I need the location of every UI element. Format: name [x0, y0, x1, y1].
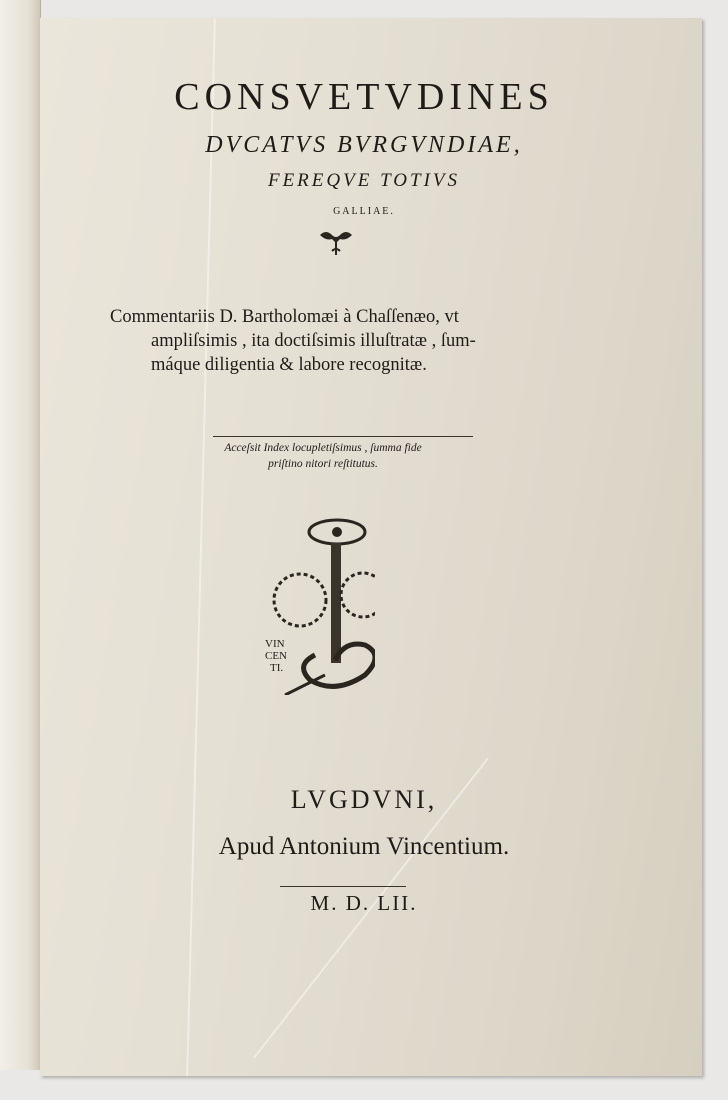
- imprint-printer: Apud Antonium Vincentium.: [218, 833, 510, 860]
- imprint-place: LVGDVNI,: [290, 785, 438, 814]
- index-note-line: Acceſsit Index locupletiſsimus , ſumma fide: [224, 442, 422, 454]
- svg-text:VIN: VIN: [265, 638, 285, 650]
- index-note: [173, 440, 473, 472]
- commentary-text: [110, 305, 580, 377]
- printers-device-woodcut: [225, 495, 375, 695]
- title-line-2: DVCATVS BVRGVNDIAE,: [205, 132, 523, 158]
- index-note-line: priſtino nitori reſtitutus.: [268, 458, 378, 470]
- commentary-line: Commentariis D. Bartholomæi à Chaſſenæo, vt: [110, 307, 459, 327]
- rule-divider: [213, 436, 473, 437]
- svg-text:TI.: TI.: [270, 662, 284, 674]
- rule-divider: [280, 886, 406, 887]
- svg-text:CEN: CEN: [265, 650, 287, 662]
- title-line-1: CONSVETVDINES: [174, 76, 554, 118]
- title-line-3: FEREQVE TOTIVS: [267, 170, 461, 191]
- title-line-4: GALLIAE.: [333, 206, 395, 217]
- commentary-line: máque diligentia & labore recognitæ.: [151, 355, 427, 375]
- fleuron-ornament-icon: [316, 229, 356, 259]
- commentary-line: ampliſsimis , ita doctiſsimis illuſtratæ , ſum-: [151, 331, 476, 351]
- imprint-year: M. D. LII.: [310, 891, 418, 915]
